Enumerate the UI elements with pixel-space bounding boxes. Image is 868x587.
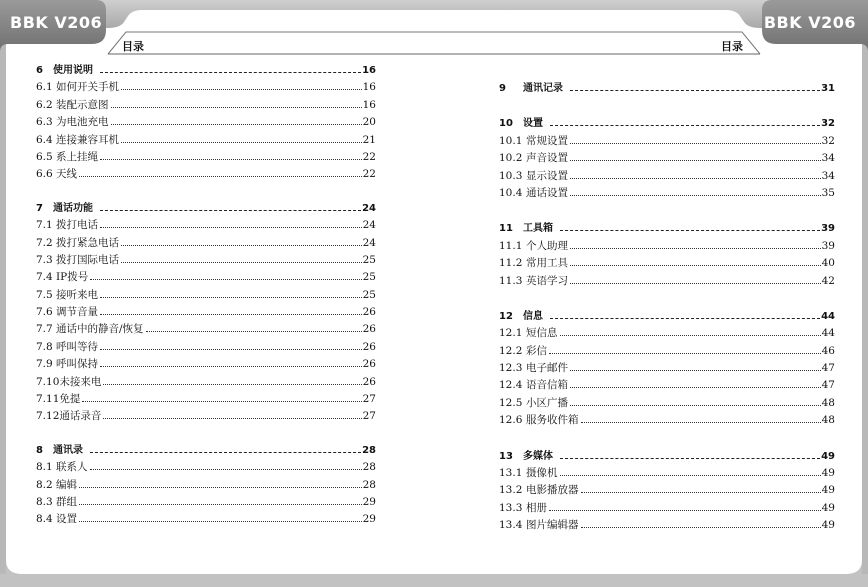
toc-leader-line <box>100 297 362 298</box>
toc-section-heading[interactable] <box>499 80 835 97</box>
toc-entry[interactable] <box>36 339 376 356</box>
toc-page-number: 49 <box>821 450 835 462</box>
toc-page-number: 49 <box>821 467 835 480</box>
toc-number: 10.3 <box>499 169 523 182</box>
toc-title: 通话功能 <box>53 202 93 214</box>
toc-entry[interactable] <box>36 235 376 252</box>
toc-number: 6.1 <box>36 81 53 94</box>
toc-page-number: 42 <box>821 274 835 287</box>
toc-page-number: 39 <box>821 239 835 252</box>
toc-number: 7.9 <box>36 358 53 371</box>
toc-title: 常用工具 <box>526 257 568 270</box>
toc-leader-line <box>581 527 821 528</box>
toc-number: 12.3 <box>499 362 523 375</box>
toc-entry[interactable] <box>36 132 376 149</box>
toc-page-number: 34 <box>821 152 835 165</box>
toc-title: 调节音量 <box>56 306 98 319</box>
toc-number: 12.2 <box>499 344 523 357</box>
toc-page-number: 26 <box>362 358 376 371</box>
toc-page-number: 39 <box>821 223 835 235</box>
toc-title: 通话中的静音/恢复 <box>56 323 144 336</box>
toc-number: 12.4 <box>499 379 523 392</box>
toc-entry[interactable] <box>499 395 835 412</box>
toc-entry[interactable] <box>499 150 835 167</box>
toc-number: 6.5 <box>36 150 53 163</box>
toc-section-heading[interactable] <box>499 448 835 465</box>
toc-page-number: 26 <box>362 340 376 353</box>
toc-number: 12 <box>499 310 513 322</box>
toc-title: 拨打电话 <box>56 219 98 232</box>
toc-leader-line <box>560 458 820 459</box>
toc-page-number: 28 <box>362 461 376 474</box>
toc-entry[interactable] <box>36 114 376 131</box>
toc-number: 13.4 <box>499 519 523 532</box>
toc-entry[interactable] <box>499 465 835 482</box>
toc-leader-line <box>79 521 362 522</box>
toc-title: 通讯记录 <box>523 83 563 94</box>
toc-page-number: 26 <box>362 375 376 388</box>
toc-leader-line <box>79 176 362 177</box>
toc-number: 7.6 <box>36 306 53 319</box>
toc-number: 6.2 <box>36 98 53 111</box>
toc-section <box>36 442 376 529</box>
toc-entry[interactable] <box>36 321 376 338</box>
toc-entry[interactable] <box>36 494 376 511</box>
toc-section <box>499 115 835 202</box>
toc-title: 呼叫等待 <box>56 340 98 353</box>
toc-entry[interactable] <box>499 360 835 377</box>
toc-number: 7.11 <box>36 393 60 406</box>
toc-entry[interactable] <box>36 287 376 304</box>
toc-title: 群组 <box>56 495 77 508</box>
toc-page-number: 31 <box>821 83 835 94</box>
toc-entry[interactable] <box>36 304 376 321</box>
toc-page-number: 46 <box>821 344 835 357</box>
toc-leader-line <box>570 265 821 266</box>
toc-title: 显示设置 <box>526 169 568 182</box>
toc-section <box>499 220 835 290</box>
toc-leader-line <box>100 227 362 228</box>
toc-section-heading[interactable] <box>36 200 376 217</box>
toc-page-number: 26 <box>362 323 376 336</box>
toc-leader-line <box>570 387 821 388</box>
toc-title: 编辑 <box>56 478 77 491</box>
toc-page-number: 35 <box>821 186 835 199</box>
toc-leader-line <box>82 401 361 402</box>
toc-number: 9 <box>499 83 506 94</box>
toc-entry[interactable] <box>36 79 376 96</box>
toc-number: 7.8 <box>36 340 53 353</box>
toc-entry[interactable] <box>36 391 376 408</box>
toc-page-number: 24 <box>362 202 376 214</box>
toc-entry[interactable] <box>36 408 376 425</box>
toc-entry[interactable] <box>499 238 835 255</box>
toc-entry[interactable] <box>499 517 835 534</box>
toc-entry[interactable] <box>499 482 835 499</box>
toc-leader-line <box>121 89 362 90</box>
toc-page-number: 25 <box>362 253 376 266</box>
toc-entry[interactable] <box>499 377 835 394</box>
toc-section <box>499 80 835 97</box>
toc-number: 13.2 <box>499 484 523 497</box>
toc-title: 彩信 <box>526 344 547 357</box>
toc-leader-line <box>560 230 820 231</box>
toc-entry[interactable] <box>499 500 835 517</box>
toc-title: 相册 <box>526 501 547 514</box>
toc-column-right <box>499 80 835 553</box>
toc-leader-line <box>100 72 361 73</box>
toc-title: 联系人 <box>56 461 88 474</box>
toc-leader-line <box>103 418 361 419</box>
toc-title: 个人助理 <box>526 239 568 252</box>
toc-page-number: 47 <box>821 362 835 375</box>
toc-title: 电影播放器 <box>526 484 579 497</box>
toc-page-number: 20 <box>362 116 376 129</box>
toc-leader-line <box>570 160 821 161</box>
toc-entry[interactable] <box>36 97 376 114</box>
toc-leader-line <box>111 124 362 125</box>
toc-entry[interactable] <box>36 356 376 373</box>
toc-number: 8.4 <box>36 513 53 526</box>
toc-page-number: 27 <box>362 393 376 406</box>
toc-title: 免提 <box>59 393 81 406</box>
toc-leader-line <box>570 195 821 196</box>
toc-section-heading[interactable] <box>499 308 835 325</box>
toc-title: 信息 <box>523 310 543 322</box>
toc-page-number: 22 <box>362 150 376 163</box>
toc-page-number: 49 <box>821 519 835 532</box>
toc-leader-line <box>146 331 362 332</box>
toc-page-number: 32 <box>821 118 835 130</box>
toc-page-number: 48 <box>821 414 835 427</box>
toc-section <box>499 308 835 430</box>
toc-title: 常规设置 <box>526 134 568 147</box>
toc-number: 13.1 <box>499 467 523 480</box>
toc-title: 系上挂绳 <box>56 150 98 163</box>
toc-number: 11 <box>499 223 513 235</box>
toc-leader-line <box>100 314 362 315</box>
toc-number: 8.2 <box>36 478 53 491</box>
toc-number: 10.2 <box>499 152 523 165</box>
toc-entry[interactable] <box>499 325 835 342</box>
toc-leader-line <box>90 469 362 470</box>
toc-leader-line <box>90 279 361 280</box>
toc-page-number: 28 <box>362 444 376 456</box>
toc-leader-line <box>560 335 821 336</box>
toc-leader-line <box>560 475 821 476</box>
toc-title: 呼叫保持 <box>56 358 98 371</box>
toc-leader-line <box>79 487 362 488</box>
toc-leader-line <box>100 349 362 350</box>
toc-entry[interactable] <box>499 133 835 150</box>
toc-entry[interactable] <box>36 374 376 391</box>
toc-entry[interactable] <box>36 217 376 234</box>
toc-title: 多媒体 <box>523 450 553 462</box>
toc-title: 通话设置 <box>526 186 568 199</box>
toc-number: 8.1 <box>36 461 53 474</box>
toc-title: 短信息 <box>526 327 558 340</box>
toc-number: 12.6 <box>499 414 523 427</box>
toc-entry[interactable] <box>499 168 835 185</box>
toc-page-number: 29 <box>362 495 376 508</box>
toc-page-number: 48 <box>821 396 835 409</box>
toc-title: 工具箱 <box>523 223 553 235</box>
toc-leader-line <box>90 452 361 453</box>
toc-number: 7.4 <box>36 271 53 284</box>
toc-page-number: 25 <box>362 271 376 284</box>
toc-number: 7.10 <box>36 375 60 388</box>
toc-page-number: 22 <box>362 168 376 181</box>
toc-title: 未接来电 <box>59 375 102 388</box>
toc-title: 设置 <box>523 118 543 130</box>
toc-section-heading[interactable] <box>499 115 835 132</box>
toc-page-number: 16 <box>362 65 376 76</box>
toc-leader-line <box>121 262 362 263</box>
brand-logo-right: BBK V206 <box>763 13 856 32</box>
toc-title: 图片编辑器 <box>526 519 579 532</box>
toc-number: 11.3 <box>499 274 523 287</box>
toc-leader-line <box>570 405 821 406</box>
toc-page-number: 27 <box>362 410 376 423</box>
toc-leader-line <box>100 210 361 211</box>
toc-title: 语音信箱 <box>526 379 568 392</box>
toc-title: 接听来电 <box>56 288 98 301</box>
toc-entry[interactable] <box>36 459 376 476</box>
toc-entry[interactable] <box>499 412 835 429</box>
toc-page-number: 16 <box>362 98 376 111</box>
toc-number: 10 <box>499 118 513 130</box>
toc-section-heading[interactable] <box>36 442 376 459</box>
toc-page-number: 26 <box>362 306 376 319</box>
toc-leader-line <box>570 178 821 179</box>
toc-number: 7.2 <box>36 236 53 249</box>
toc-leader-line <box>581 492 821 493</box>
toc-number: 6.6 <box>36 168 53 181</box>
toc-leader-line <box>111 107 362 108</box>
toc-page-number: 29 <box>362 513 376 526</box>
toc-page-number: 44 <box>821 327 835 340</box>
toc-leader-line <box>549 353 821 354</box>
toc-title: 小区广播 <box>526 396 568 409</box>
toc-title: 通讯录 <box>53 444 83 456</box>
toc-section <box>36 200 376 426</box>
toc-page-number: 24 <box>362 219 376 232</box>
toc-leader-line <box>121 142 362 143</box>
toc-page-number: 40 <box>821 257 835 270</box>
toc-entry[interactable] <box>36 477 376 494</box>
toc-title: 使用说明 <box>53 65 93 76</box>
toc-number: 7 <box>36 202 43 214</box>
toc-page-number: 32 <box>821 134 835 147</box>
toc-section <box>499 448 835 535</box>
toc-entry[interactable] <box>499 343 835 360</box>
toc-page-number: 28 <box>362 478 376 491</box>
toc-number: 7.12 <box>36 410 60 423</box>
toc-number: 7.5 <box>36 288 53 301</box>
toc-title: 服务收件箱 <box>526 414 579 427</box>
toc-section-heading[interactable] <box>36 62 376 79</box>
toc-leader-line <box>570 143 821 144</box>
toc-number: 7.7 <box>36 323 53 336</box>
toc-leader-line <box>581 422 821 423</box>
toc-entry[interactable] <box>499 255 835 272</box>
toc-page-number: 47 <box>821 379 835 392</box>
toc-number: 12.1 <box>499 327 523 340</box>
toc-number: 10.4 <box>499 186 523 199</box>
toc-leader-line <box>550 125 820 126</box>
toc-page-number: 16 <box>362 81 376 94</box>
toc-number: 12.5 <box>499 396 523 409</box>
toc-title: 装配示意图 <box>56 98 109 111</box>
toc-page-number: 34 <box>821 169 835 182</box>
toc-number: 11.1 <box>499 239 523 252</box>
toc-title: 天线 <box>56 168 77 181</box>
toc-leader-line <box>570 283 821 284</box>
toc-entry[interactable] <box>36 166 376 183</box>
toc-title: 电子邮件 <box>526 362 568 375</box>
toc-title: 为电池充电 <box>56 116 109 129</box>
toc-title: 通话录音 <box>59 410 102 423</box>
toc-leader-line <box>103 384 361 385</box>
toc-number: 7.3 <box>36 253 53 266</box>
toc-title: 如何开关手机 <box>56 81 119 94</box>
toc-number: 11.2 <box>499 257 523 270</box>
toc-leader-line <box>100 159 362 160</box>
toc-title: 摄像机 <box>526 467 558 480</box>
toc-page-number: 44 <box>821 310 835 322</box>
toc-number: 6.3 <box>36 116 53 129</box>
toc-title: IP拨号 <box>56 271 89 284</box>
toc-number: 7.1 <box>36 219 53 232</box>
toc-title: 英语学习 <box>526 274 568 287</box>
toc-section-heading[interactable] <box>499 220 835 237</box>
toc-label-left: 目录 <box>122 40 144 53</box>
toc-entry[interactable] <box>36 149 376 166</box>
toc-label-right: 目录 <box>721 40 743 53</box>
toc-page-number: 21 <box>362 133 376 146</box>
toc-number: 13.3 <box>499 501 523 514</box>
toc-entry[interactable] <box>499 273 835 290</box>
toc-page-number: 49 <box>821 501 835 514</box>
toc-number: 6 <box>36 65 43 76</box>
toc-entry[interactable] <box>36 511 376 528</box>
toc-title: 拨打紧急电话 <box>56 236 119 249</box>
toc-entry[interactable] <box>36 269 376 286</box>
toc-leader-line <box>570 370 821 371</box>
toc-title: 设置 <box>56 513 77 526</box>
toc-page-number: 24 <box>362 236 376 249</box>
toc-leader-line <box>121 245 362 246</box>
toc-number: 10.1 <box>499 134 523 147</box>
toc-number: 8.3 <box>36 495 53 508</box>
toc-page-number: 49 <box>821 484 835 497</box>
toc-leader-line <box>79 504 362 505</box>
toc-number: 13 <box>499 450 513 462</box>
toc-entry[interactable] <box>499 185 835 202</box>
toc-number: 8 <box>36 444 43 456</box>
toc-leader-line <box>570 248 821 249</box>
toc-leader-line <box>100 366 362 367</box>
toc-number: 6.4 <box>36 133 53 146</box>
toc-leader-line <box>550 318 820 319</box>
toc-leader-line <box>549 510 821 511</box>
toc-column-left <box>36 62 376 545</box>
brand-logo-left: BBK V206 <box>10 13 103 32</box>
toc-page-number: 25 <box>362 288 376 301</box>
toc-title: 拨打国际电话 <box>56 253 119 266</box>
toc-title: 连接兼容耳机 <box>56 133 119 146</box>
toc-leader-line <box>570 90 820 91</box>
toc-title: 声音设置 <box>526 152 568 165</box>
toc-section <box>36 62 376 184</box>
toc-entry[interactable] <box>36 252 376 269</box>
